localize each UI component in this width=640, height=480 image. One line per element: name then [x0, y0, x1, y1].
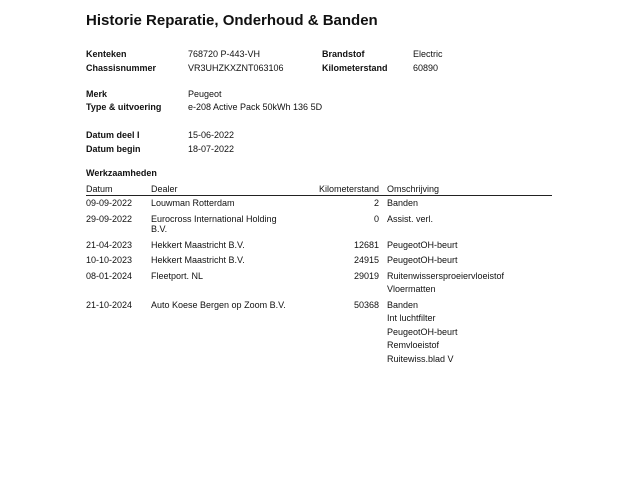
row-omschrijving [387, 214, 552, 238]
omschrijving-line: PeugeotOH-beurt [387, 255, 458, 265]
row-date: 08-01-2024 [86, 270, 133, 281]
header-dealer: Dealer [151, 184, 178, 194]
brandstof-label: Brandstof [322, 49, 365, 59]
kenteken-label: Kenteken [86, 49, 127, 59]
datum-deel1-value: 15-06-2022 [188, 130, 235, 140]
merk-value: Peugeot [188, 89, 222, 99]
omschrijving-line: PeugeotOH-beurt [387, 326, 458, 337]
row-dealer: Hekkert Maastricht B.V. [151, 239, 245, 250]
row-kilometerstand: 2 [373, 198, 379, 208]
chassis-label: Chassisnummer [86, 63, 157, 73]
row-date: 29-09-2022 [86, 213, 133, 224]
row-date: 21-04-2023 [86, 239, 133, 250]
omschrijving-line: Int luchtfilter [387, 313, 436, 323]
merk-label: Merk [86, 89, 108, 99]
row-dealer: Louwman Rotterdam [151, 198, 235, 208]
row-date: 09-09-2022 [86, 198, 133, 208]
brandstof-value: Electric [413, 49, 443, 59]
type-label: Type & uitvoering [86, 102, 162, 112]
row-dealer: Hekkert Maastricht B.V. [151, 255, 245, 265]
kilometerstand-value: 60890 [413, 63, 439, 73]
row-dealer: Eurocross International Holding B.V. [151, 213, 277, 234]
kenteken-value: 768720 P-443-VH [188, 49, 261, 59]
datum-begin-label: Datum begin [86, 144, 141, 154]
header-kilometerstand: Kilometerstand [318, 184, 379, 194]
omschrijving-line: Vloermatten [387, 284, 436, 294]
row-kilometerstand: 29019 [353, 270, 379, 281]
row-kilometerstand: 12681 [353, 239, 379, 250]
omschrijving-line: Banden [387, 198, 419, 208]
table-row [86, 253, 552, 269]
row-omschrijving [387, 240, 552, 254]
row-omschrijving [387, 300, 552, 368]
kilometerstand-label: Kilometerstand [322, 63, 388, 73]
omschrijving-line: PeugeotOH-beurt [387, 239, 458, 250]
work-table [86, 182, 552, 367]
row-kilometerstand: 50368 [353, 299, 379, 310]
work-table-header [86, 182, 552, 196]
work-rows [86, 196, 552, 367]
row-omschrijving [387, 198, 552, 212]
omschrijving-line: Ruitenwissersproeiervloeistof [387, 270, 505, 281]
werkzaamheden-title: Werkzaamheden [86, 168, 157, 178]
header-omschrijving: Omschrijving [387, 184, 440, 194]
row-kilometerstand: 0 [373, 213, 379, 224]
table-row [86, 196, 552, 212]
row-dealer: Auto Koese Bergen op Zoom B.V. [151, 299, 286, 310]
omschrijving-line: Banden [387, 299, 419, 310]
chassis-value: VR3UHZKXZNT063106 [188, 63, 284, 73]
table-row [86, 269, 552, 298]
row-omschrijving [387, 271, 552, 298]
omschrijving-line: Ruitewiss.blad V [387, 353, 454, 364]
header-datum: Datum [86, 184, 113, 194]
row-date: 10-10-2023 [86, 255, 133, 265]
row-kilometerstand: 24915 [353, 255, 379, 265]
datum-deel1-label: Datum deel I [86, 130, 140, 140]
table-row [86, 212, 552, 238]
type-value: e-208 Active Pack 50kWh 136 5D [188, 102, 323, 112]
row-date: 21-10-2024 [86, 299, 133, 310]
table-row [86, 238, 552, 254]
row-omschrijving [387, 255, 552, 269]
omschrijving-line: Remvloeistof [387, 340, 440, 350]
row-dealer: Fleetport. NL [151, 270, 204, 281]
omschrijving-line: Assist. verl. [387, 213, 434, 224]
page-title: Historie Reparatie, Onderhoud & Banden [86, 12, 378, 29]
datum-begin-value: 18-07-2022 [188, 144, 235, 154]
table-row [86, 298, 552, 368]
